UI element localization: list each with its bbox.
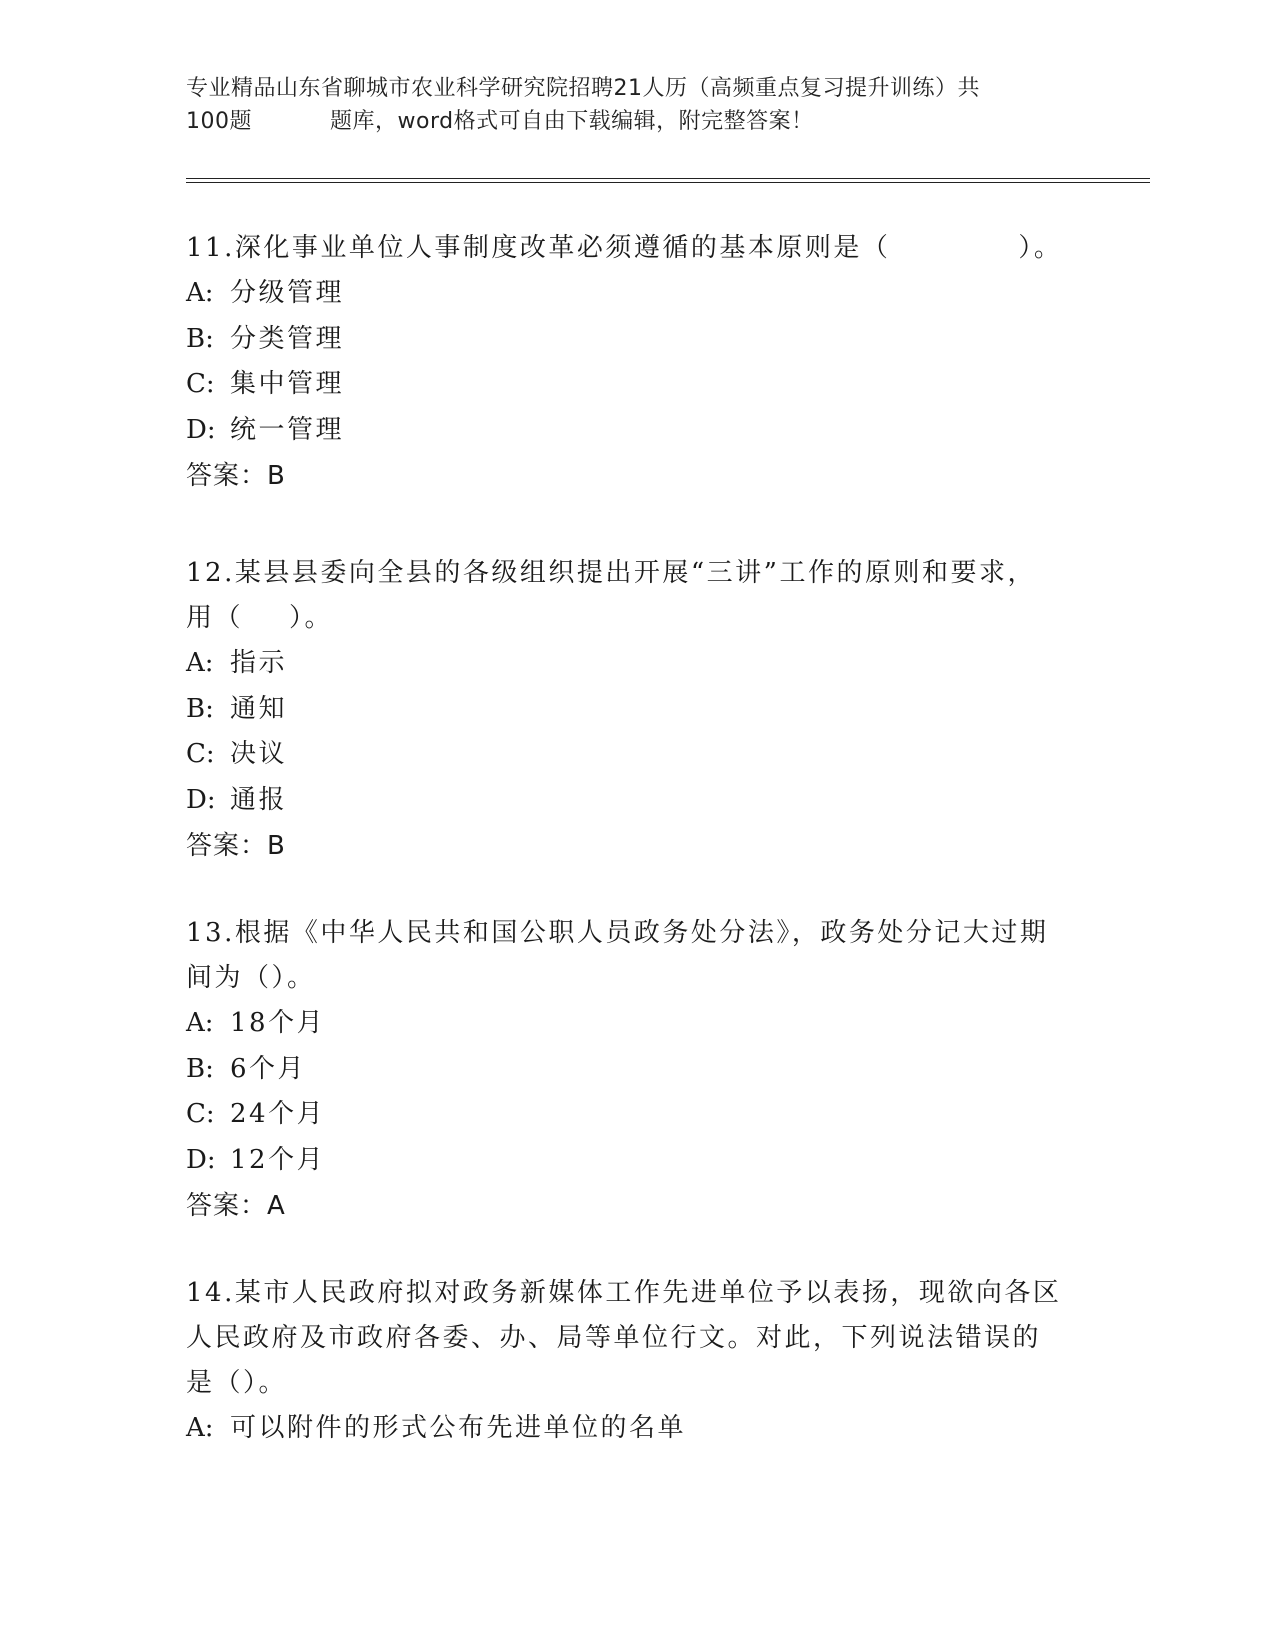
option-d: D: 12个月 <box>186 1144 326 1175</box>
answer-value: A <box>267 1191 286 1221</box>
option-a: A: 可以附件的形式公布先进单位的名单 <box>186 1413 687 1443</box>
answer-label: 答案： <box>186 1191 268 1221</box>
answer-value: B <box>267 831 286 861</box>
answer-line <box>186 1183 1076 1229</box>
answer-line <box>186 453 1076 499</box>
header-title-line1: 专业精品山东省聊城市农业科学研究院招聘21人历（高频重点复习提升训练）共 <box>186 76 980 101</box>
header-divider-top <box>186 178 1150 179</box>
question-number: 11. <box>186 233 235 263</box>
answer-label: 答案： <box>186 461 268 491</box>
answer-line <box>186 823 1076 869</box>
option-a: A: 指示 <box>186 648 288 678</box>
question-text: 14.某市人民政府拟对政务新媒体工作先进单位予以表扬，现欲向各区 <box>186 1278 1062 1308</box>
question-11 <box>186 226 1076 499</box>
question-number: 13. <box>186 918 235 948</box>
option-c: C: 24个月 <box>186 1099 326 1129</box>
question-text: 12.某县县委向全县的各级组织提出开展“三讲”工作的原则和要求， <box>186 558 1036 588</box>
question-number: 12. <box>186 558 235 588</box>
header-divider-bottom <box>186 182 1150 183</box>
option-b: B: 分类管理 <box>186 323 345 354</box>
answer-value: B <box>267 461 286 491</box>
question-number: 14. <box>186 1278 235 1308</box>
option-c: C: 决议 <box>186 739 288 769</box>
question-12 <box>186 551 1076 869</box>
option-d: D: 统一管理 <box>186 414 345 445</box>
answer-label: 答案： <box>186 831 268 861</box>
option-a: A: 18个月 <box>186 1008 326 1038</box>
header-title-line2 <box>186 105 1086 138</box>
option-a: A: 分级管理 <box>186 278 345 308</box>
question-text-line2: 用（ ）。 <box>186 603 334 633</box>
question-13 <box>186 911 1076 1229</box>
header-subtitle: 题库，word格式可自由下载编辑，附完整答案！ <box>330 109 814 134</box>
document-header <box>186 72 1086 138</box>
question-text-line2: 间为（）。 <box>186 963 316 993</box>
question-text-line2: 人民政府及市政府各委、办、局等单位行文。对此，下列说法错误的 <box>186 1323 1042 1353</box>
question-text: 11.深化事业单位人事制度改革必须遵循的基本原则是（ ）。 <box>186 233 1063 263</box>
question-14 <box>186 1271 1076 1452</box>
option-d: D: 通报 <box>186 784 288 815</box>
question-text: 13.根据《中华人民共和国公职人员政务处分法》，政务处分记大过期 <box>186 918 1049 948</box>
option-b: B: 6个月 <box>186 1053 307 1084</box>
header-question-count: 100题 <box>186 109 252 134</box>
option-c: C: 集中管理 <box>186 369 345 399</box>
question-text-line3: 是（）。 <box>186 1368 288 1398</box>
option-b: B: 通知 <box>186 693 288 724</box>
